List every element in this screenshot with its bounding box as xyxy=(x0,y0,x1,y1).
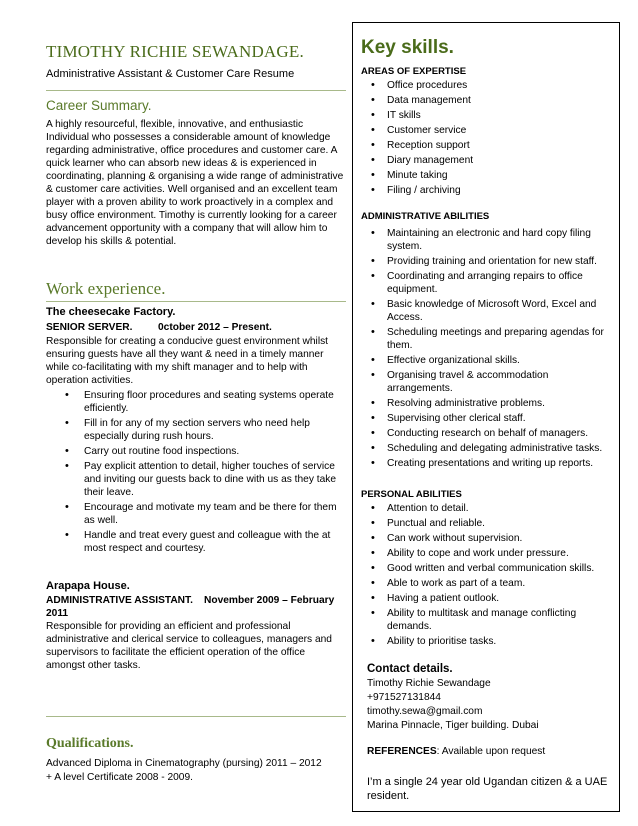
job1-duties xyxy=(46,389,346,555)
contact-name: Timothy Richie Sewandage xyxy=(367,678,491,689)
contact-email: timothy.sewa@gmail.com xyxy=(367,706,483,717)
list-item: • IT skills xyxy=(361,109,613,122)
list-item: • Minute taking xyxy=(361,169,613,182)
references-line xyxy=(367,745,613,759)
divider xyxy=(46,301,346,302)
job2-title-row xyxy=(46,594,346,620)
qualification-line: + A level Certificate 2008 - 2009. xyxy=(46,772,193,783)
career-summary-text: A highly resourceful, flexible, innovative, and enthusiastic Individual who possesses a considerable amount of knowledge regarding administrative, office procedures and customer care. A quick learner who can absorb new ideas & is experienced in coordinating, planning & organising a wide range of administrative & customer care activities. Well organised and an excellent team player with a proven ability to work proactively in a complex and busy office environment. Timothy is currently looking for a career advancement opportunity with a company that will allow him to develop his skills & potential. xyxy=(46,119,344,247)
list-item: • Filing / archiving xyxy=(361,184,613,197)
list-item: • Punctual and reliable. xyxy=(361,517,613,530)
qualification-line: Advanced Diploma in Cinematography (pursing) 2011 – 2012 xyxy=(46,758,322,769)
list-item: • Effective organizational skills. xyxy=(361,354,613,367)
job2-dates: November 2009 – February 2011 xyxy=(46,595,335,619)
list-item: • Organising travel & accommodation arrangements. xyxy=(361,369,613,395)
list-item: • Office procedures xyxy=(361,79,613,92)
list-item: • Ability to multitask and manage conflicting demands. xyxy=(361,607,613,633)
job1-intro: Responsible for creating a conducive guest environment whilst ensuring guests have all they want & need in a timely manner while co-facilitating with my shift manager and to help with operation activities. xyxy=(46,336,329,386)
list-item: • Attention to detail. xyxy=(361,502,613,515)
list-item: • Carry out routine food inspections. xyxy=(46,445,346,458)
list-item: • Scheduling and delegating administrative tasks. xyxy=(361,442,613,455)
key-skills-panel xyxy=(352,22,620,812)
personal-note: I’m a single 24 year old Ugandan citizen & a UAE resident. xyxy=(367,776,608,802)
job1-title-row xyxy=(46,321,346,335)
divider xyxy=(46,716,346,717)
expertise-heading: AREAS OF EXPERTISE xyxy=(361,66,467,77)
job2-title: ADMINISTRATIVE ASSISTANT. xyxy=(46,595,193,606)
job1-title: SENIOR SERVER. xyxy=(46,322,133,333)
job1-company: The cheesecake Factory. xyxy=(46,306,176,318)
expertise-section xyxy=(361,66,613,199)
job2-company: Arapapa House. xyxy=(46,580,130,592)
list-item: • Having a patient outlook. xyxy=(361,592,613,605)
personal-section xyxy=(361,489,613,650)
contact-address: Marina Pinnacle, Tiger building. Dubai xyxy=(367,720,539,731)
qualifications-heading: Qualifications. xyxy=(46,736,134,751)
list-item: • Data management xyxy=(361,94,613,107)
contact-section xyxy=(367,661,613,733)
list-item: • Resolving administrative problems. xyxy=(361,397,613,410)
references-label: REFERENCES xyxy=(367,746,437,757)
list-item: • Fill in for any of my section servers who need help especially during rush hours. xyxy=(46,417,346,443)
contact-phone: +971527131844 xyxy=(367,692,441,703)
contact-heading: Contact details. xyxy=(367,663,453,675)
resume-subtitle: Administrative Assistant & Customer Care Resume xyxy=(46,68,295,80)
list-item: • Conducting research on behalf of managers. xyxy=(361,427,613,440)
list-item: • Diary management xyxy=(361,154,613,167)
list-item: • Coordinating and arranging repairs to office equipment. xyxy=(361,270,613,296)
list-item: • Encourage and motivate my team and be there for them as well. xyxy=(46,501,346,527)
list-item: • Maintaining an electronic and hard copy filing system. xyxy=(361,227,613,253)
job1-dates: 0ctober 2012 – Present. xyxy=(158,322,272,333)
qualifications-text xyxy=(46,757,346,784)
career-summary-heading: Career Summary. xyxy=(46,98,152,113)
list-item: • Supervising other clerical staff. xyxy=(361,412,613,425)
divider xyxy=(46,90,346,91)
list-item: • Handle and treat every guest and colleague with the at most respect and courtesy. xyxy=(46,529,346,555)
list-item: • Pay explicit attention to detail, higher touches of service and inviting our guests back to dine with us as they take their leave. xyxy=(46,460,346,499)
references-value: : Available upon request xyxy=(436,746,546,757)
personal-list xyxy=(361,502,613,648)
key-skills-heading: Key skills. xyxy=(361,37,454,58)
list-item: • Reception support xyxy=(361,139,613,152)
admin-list xyxy=(361,227,613,470)
job2-block xyxy=(46,579,346,672)
list-item: • Able to work as part of a team. xyxy=(361,577,613,590)
list-item: • Customer service xyxy=(361,124,613,137)
list-item: • Creating presentations and writing up reports. xyxy=(361,457,613,470)
list-item: • Basic knowledge of Microsoft Word, Excel and Access. xyxy=(361,298,613,324)
expertise-list xyxy=(361,79,613,197)
personal-heading: PERSONAL ABILITIES xyxy=(361,489,462,500)
admin-section xyxy=(361,211,613,472)
list-item: • Ensuring floor procedures and seating systems operate efficiently. xyxy=(46,389,346,415)
admin-heading: ADMINISTRATIVE ABILITIES xyxy=(361,211,490,222)
candidate-name: TIMOTHY RICHIE SEWANDAGE. xyxy=(46,42,304,61)
list-item: • Ability to cope and work under pressure. xyxy=(361,547,613,560)
job2-intro: Responsible for providing an efficient and professional administrative and clerical service to colleagues, managers and supervisors to facilitate the efficient operation of the office amongst other tasks. xyxy=(46,621,332,671)
list-item: • Scheduling meetings and preparing agendas for them. xyxy=(361,326,613,352)
list-item: • Ability to prioritise tasks. xyxy=(361,635,613,648)
job1-block xyxy=(46,305,346,557)
list-item: • Providing training and orientation for new staff. xyxy=(361,255,613,268)
work-experience-heading: Work experience. xyxy=(46,279,166,298)
list-item: • Good written and verbal communication skills. xyxy=(361,562,613,575)
list-item: • Can work without supervision. xyxy=(361,532,613,545)
